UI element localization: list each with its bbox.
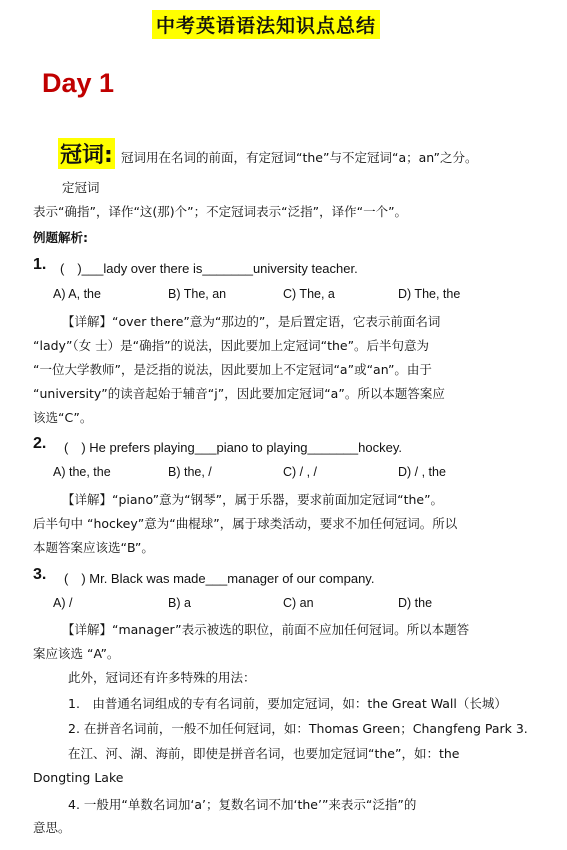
extra-item-4-cont: 意思。 <box>33 820 71 835</box>
intro-line-1: 冠词用在名词的前面，有定冠词“the”与不定冠词“a；an”之分。 <box>121 150 478 165</box>
day-heading: Day 1 <box>42 68 115 98</box>
section-heading: 冠词: <box>58 138 115 169</box>
question-1-text: ( )___lady over there is_______university teacher. <box>60 261 358 276</box>
question-2-option-d: D) / , the <box>398 465 446 479</box>
question-3-option-a: A) / <box>53 596 73 610</box>
extra-item-4: 4. 一般用“单数名词加‘a’；复数名词不加‘the’”来表示“泛指”的 <box>68 797 417 812</box>
question-3-option-d: D) the <box>398 596 433 610</box>
question-2-explain-3: 本题答案应该选“B”。 <box>33 540 154 555</box>
question-2-explain-2: 后半句中 “hockey”意为“曲棍球”，属于球类活动，要求不加任何冠词。所以 <box>33 516 458 531</box>
question-1-explain-4: “university”的读音起始于辅音“j”，因此要加定冠词“a”。所以本题答案应 <box>33 386 445 401</box>
question-2-explain-1: 【详解】“piano”意为“钢琴”，属于乐器，要求前面加定冠词“the”。 <box>62 492 444 507</box>
intro-line-2: 定冠词 <box>62 180 100 195</box>
question-3-option-b: B) a <box>168 596 191 610</box>
extra-item-2: 2. 在拼音名词前，一般不加任何冠词，如：Thomas Green；Changfeng Park 3. <box>68 721 528 736</box>
question-2-text: ( ) He prefers playing___piano to playing_______hockey. <box>64 440 402 455</box>
intro-line-3: 表示“确指”，译作“这(那)个”；不定冠词表示“泛指”，译作“一个”。 <box>33 204 408 219</box>
question-1-explain-2: “lady”（女 士）是“确指”的说法，因此要加上定冠词“the”。后半句意为 <box>33 338 430 353</box>
question-1-option-a: A) A, the <box>53 287 101 301</box>
question-1-explain-5: 该选“C”。 <box>33 410 93 425</box>
question-3-explain-2: 案应该选 “A”。 <box>33 646 120 661</box>
question-2-option-c: C) / , / <box>283 465 318 479</box>
question-1-option-b: B) The, an <box>168 287 227 301</box>
question-1-number: 1. <box>33 256 47 273</box>
question-1-option-d: D) The, the <box>398 287 461 301</box>
question-3-option-c: C) an <box>283 596 314 610</box>
examples-label: 例题解析: <box>33 230 88 245</box>
question-2-option-a: A) the, the <box>53 465 111 479</box>
question-1-option-c: C) The, a <box>283 287 335 301</box>
question-1-explain-1: 【详解】“over there”意为“那边的”，是后置定语，它表示前面名词 <box>62 314 441 329</box>
question-3-text: ( ) Mr. Black was made___manager of our company. <box>64 571 375 586</box>
extra-item-3-cont: Dongting Lake <box>33 770 124 785</box>
extra-item-1: 1. 由普通名词组成的专有名词前，要加定冠词，如：the Great Wall（长城） <box>68 696 507 711</box>
question-3-number: 3. <box>33 566 47 583</box>
document-title: 中考英语语法知识点总结 <box>152 10 380 39</box>
question-1-explain-3: “一位大学教师”，是泛指的说法，因此要加上不定冠词“a”或“an”。由于 <box>33 362 432 377</box>
question-3-explain-1: 【详解】“manager”表示被选的职位，前面不应加任何冠词。所以本题答 <box>62 622 470 637</box>
extra-intro: 此外，冠词还有许多特殊的用法： <box>68 670 256 685</box>
extra-item-3: 在江、河、湖、海前，即使是拼音名词，也要加定冠词“the”，如：the <box>68 746 460 761</box>
question-2-number: 2. <box>33 435 47 452</box>
question-2-option-b: B) the, / <box>168 465 212 479</box>
